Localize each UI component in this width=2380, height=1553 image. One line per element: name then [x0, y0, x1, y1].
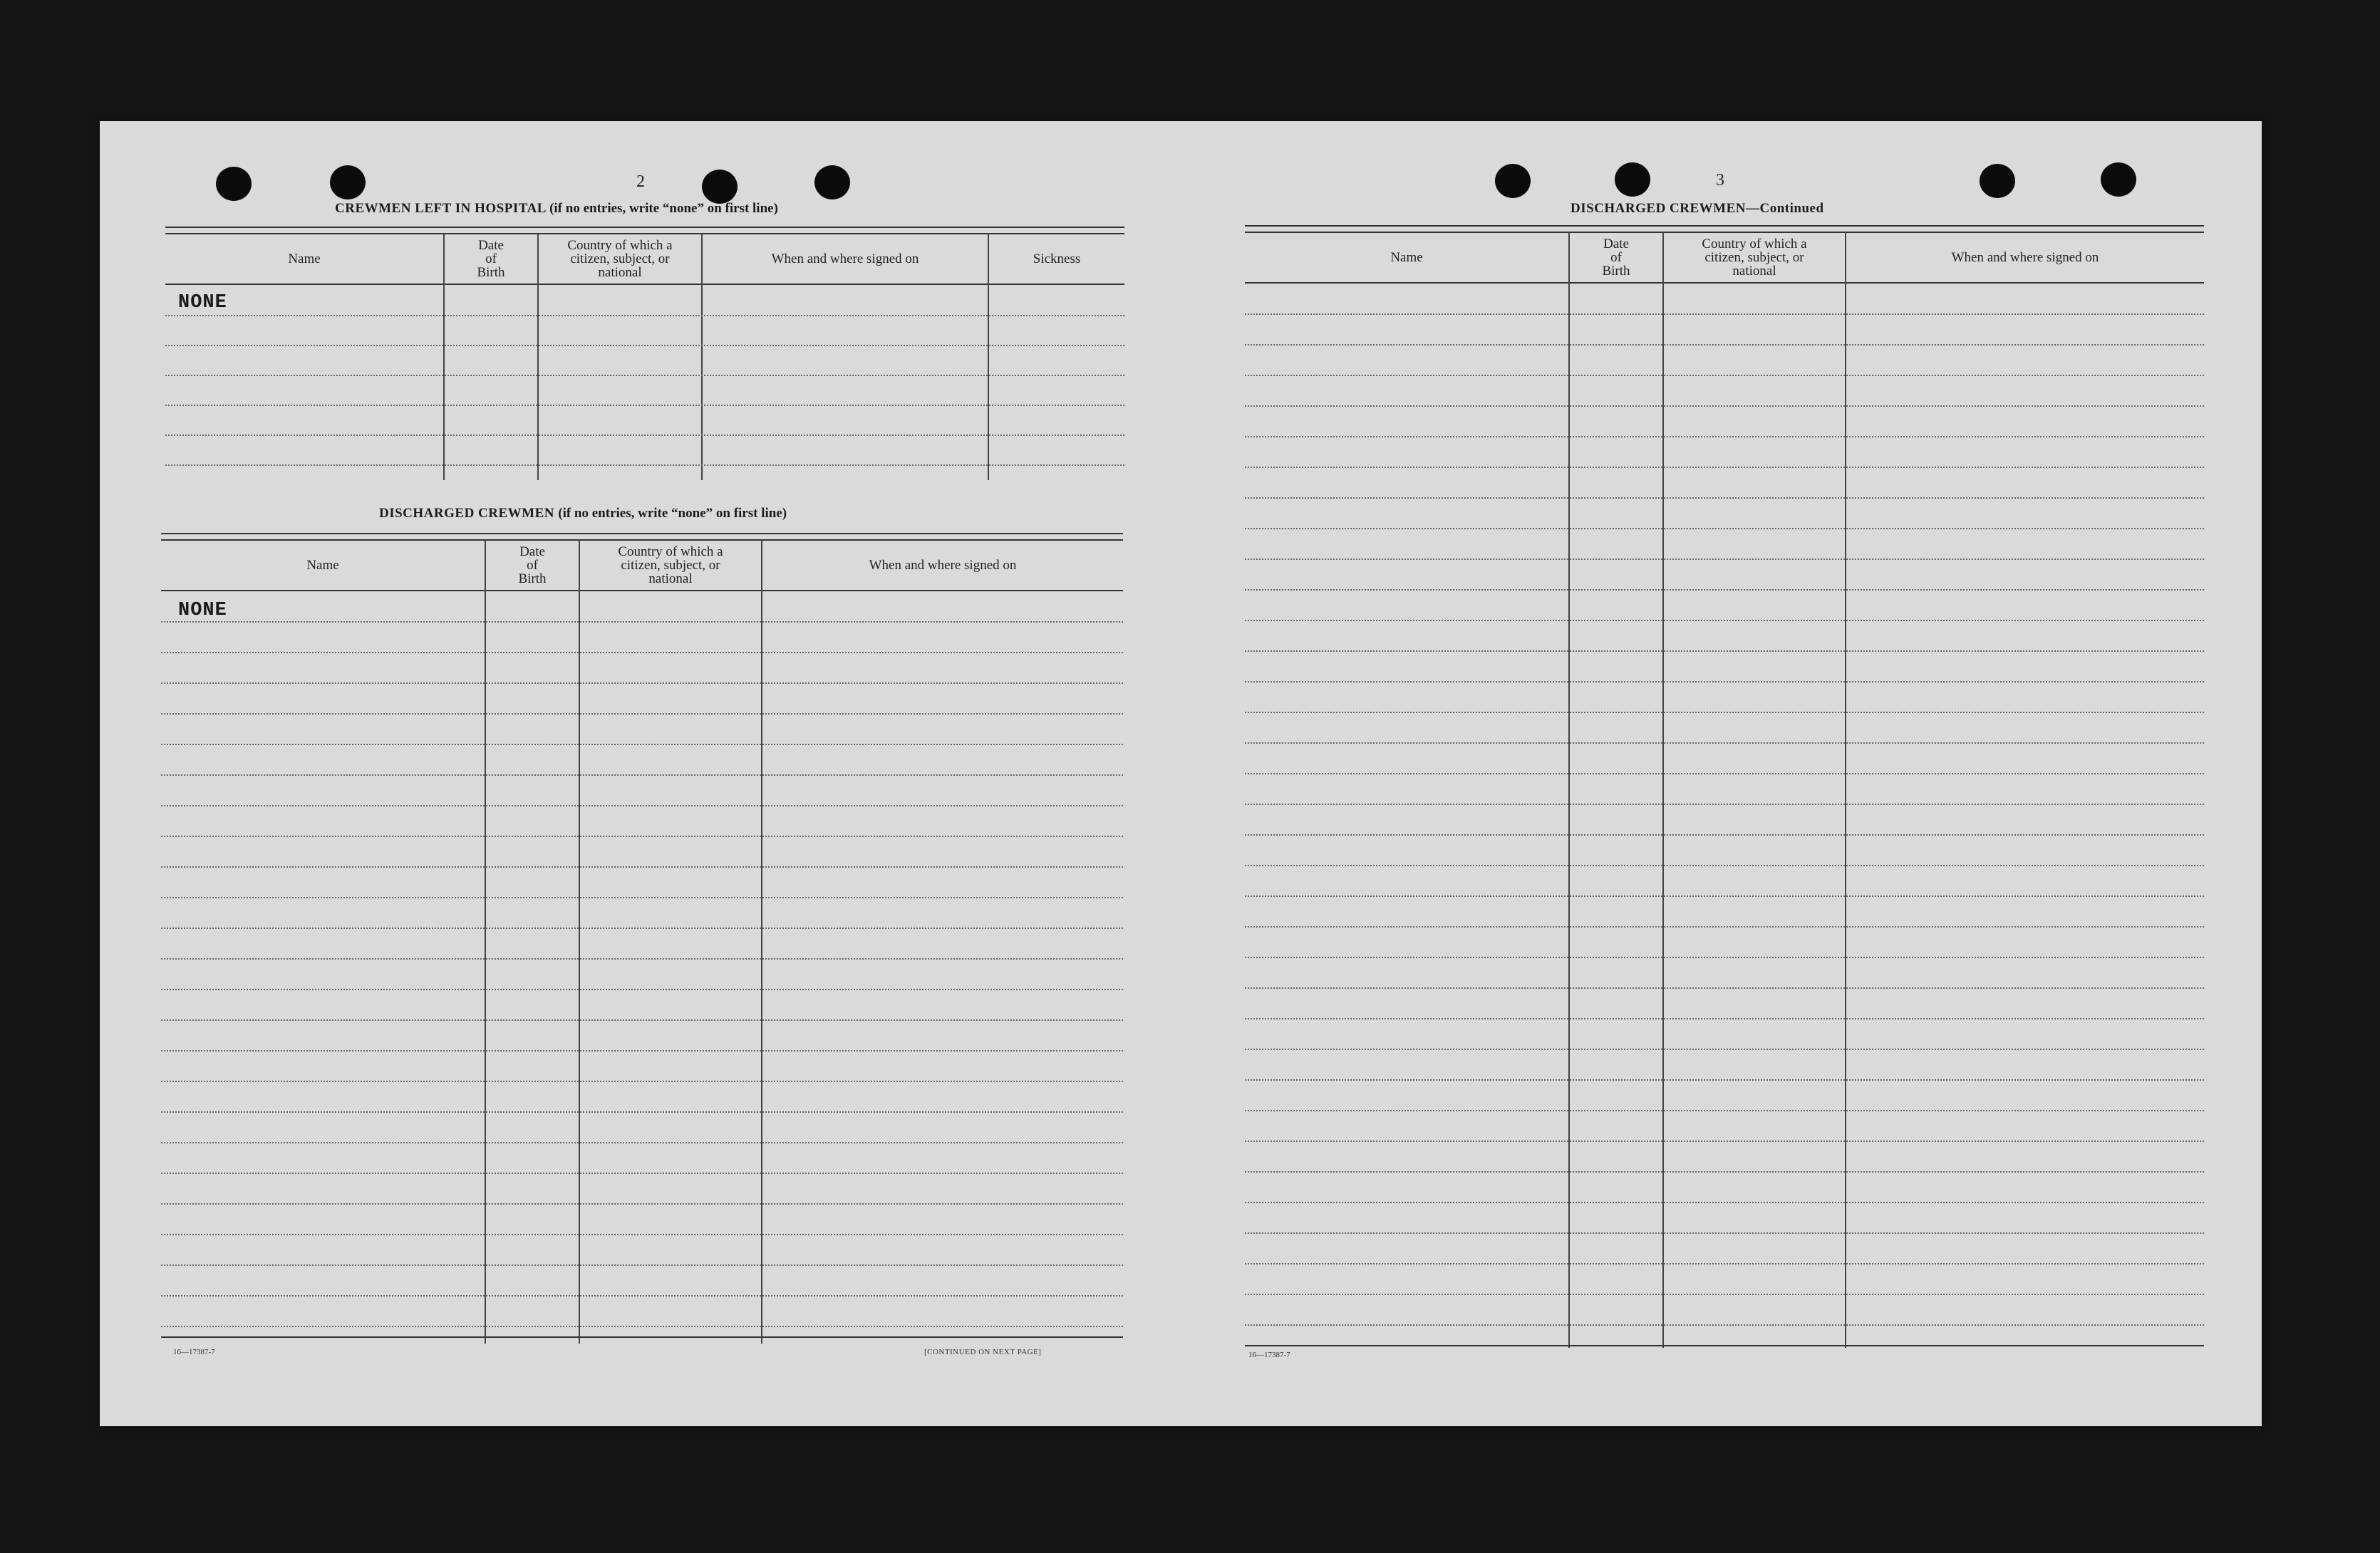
col-header-country: Country of which a citizen, subject, or national — [1702, 236, 1807, 279]
hospital-entry-name: NONE — [178, 292, 227, 313]
hospital-section-title — [335, 201, 778, 217]
continued-note: [CONTINUED ON NEXT PAGE] — [924, 1348, 1042, 1356]
discharged-table — [161, 533, 1123, 1344]
col-header-country: Country of which a citizen, subject, or national — [618, 544, 723, 586]
punch-hole — [2101, 162, 2136, 197]
punch-hole — [814, 165, 850, 199]
discharged-continued-title: DISCHARGED CREWMEN—Continued — [1571, 201, 1824, 216]
punch-hole — [1495, 164, 1531, 198]
col-header-date-of-birth: Date of Birth — [1602, 236, 1630, 279]
punch-hole — [216, 167, 252, 201]
discharged-title-main: DISCHARGED CREWMEN — [379, 506, 554, 521]
punch-hole — [1615, 162, 1650, 197]
discharged-continued-table — [1245, 225, 2204, 1348]
discharged-section-title — [379, 506, 787, 521]
col-header-name: Name — [288, 251, 321, 266]
punch-hole — [702, 170, 738, 204]
col-header-signed-on: When and where signed on — [869, 557, 1017, 573]
col-header-name: Name — [306, 557, 339, 573]
hospital-title-main: CREWMEN LEFT IN HOSPITAL — [335, 201, 546, 216]
form-number-left: 16—17387-7 — [173, 1348, 215, 1356]
document-sheet — [100, 121, 2262, 1426]
hospital-title-note: (if no entries, write “none” on first line) — [549, 201, 778, 216]
page-number-right: 3 — [1716, 171, 1724, 189]
punch-hole — [1980, 164, 2015, 198]
discharged-entry-name: NONE — [178, 600, 227, 621]
page-number-left: 2 — [636, 172, 645, 191]
col-header-country: Country of which a citizen, subject, or national — [567, 237, 673, 280]
col-header-sickness: Sickness — [1033, 251, 1081, 266]
col-header-signed-on: When and where signed on — [1951, 249, 2099, 265]
col-header-date-of-birth: Date of Birth — [518, 544, 547, 586]
form-number-right: 16—17387-7 — [1248, 1351, 1290, 1359]
discharged-title-note: (if no entries, write “none” on first line) — [558, 506, 787, 521]
hospital-table — [165, 227, 1124, 480]
col-header-signed-on: When and where signed on — [771, 251, 919, 266]
punch-hole — [330, 165, 366, 199]
col-header-date-of-birth: Date of Birth — [477, 237, 505, 280]
col-header-name: Name — [1390, 249, 1423, 265]
